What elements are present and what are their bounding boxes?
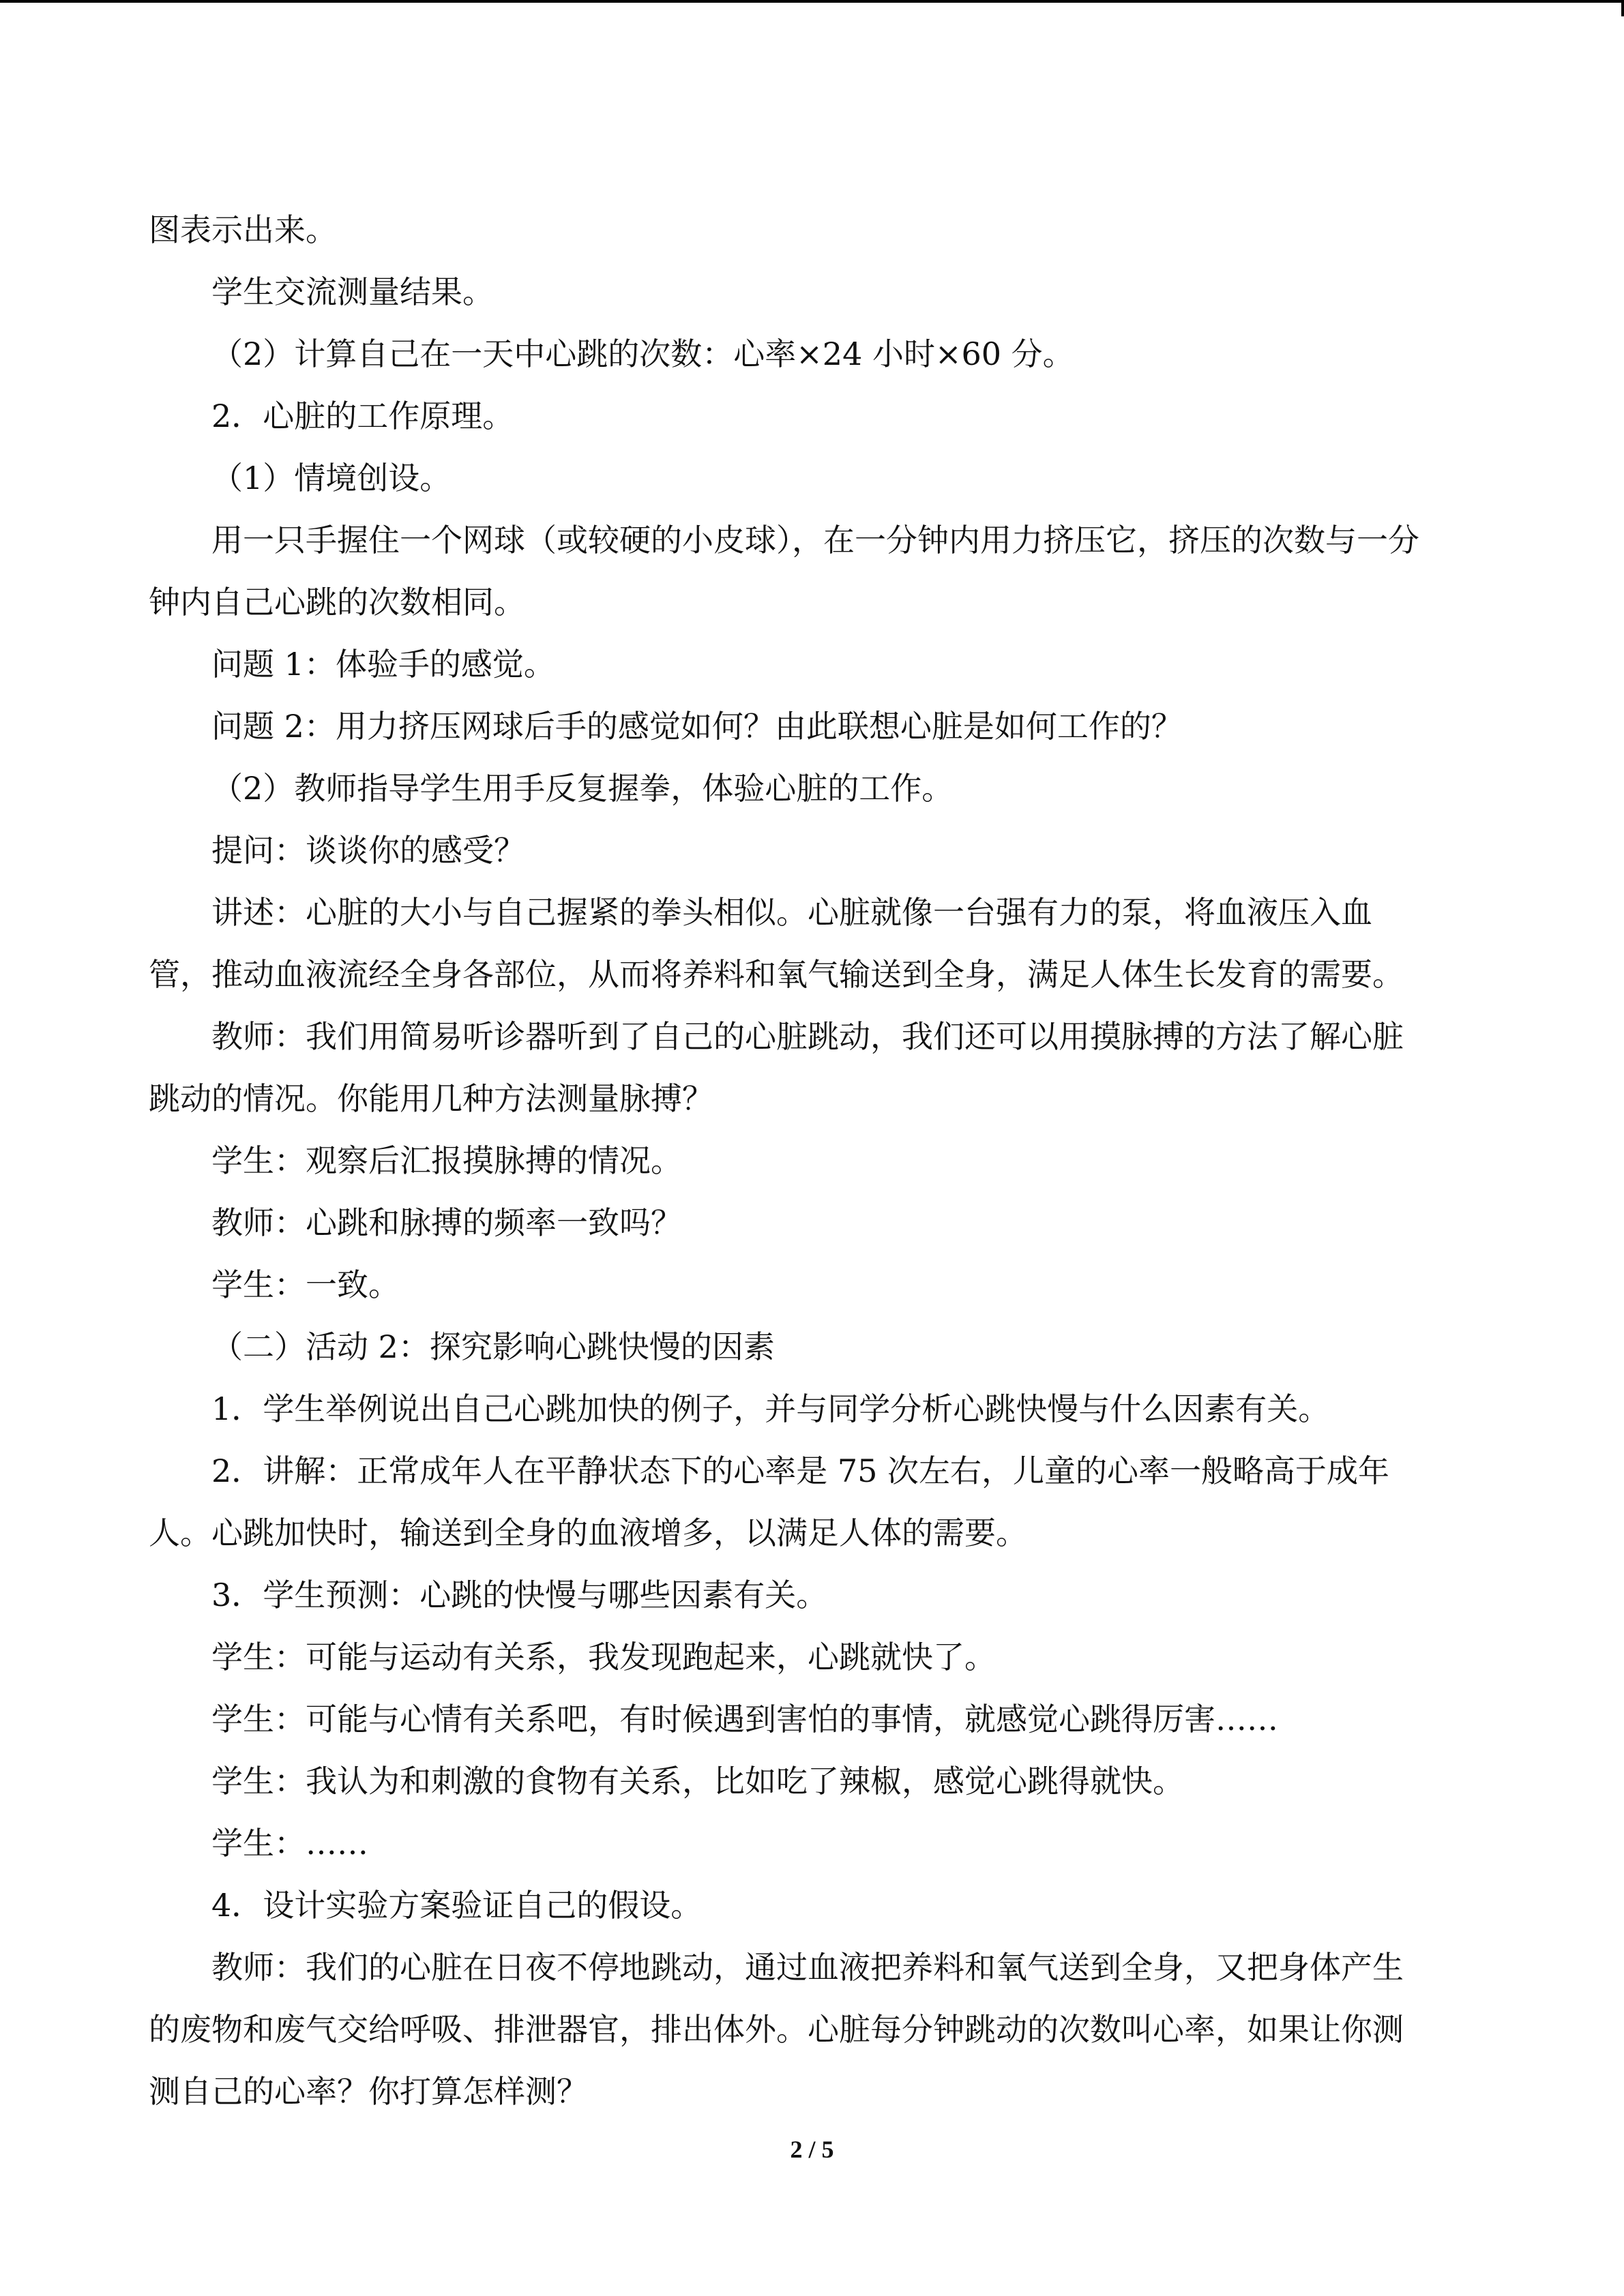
text-line: 教师：心跳和脉搏的频率一致吗？ [211, 1204, 682, 1241]
text-line: 管，推动血液流经全身各部位，从而将养料和氧气输送到全身，满足人体生长发育的需要。 [149, 956, 1404, 993]
text-line: 学生：可能与运动有关系，我发现跑起来，心跳就快了。 [211, 1639, 996, 1675]
text-line: 学生：一致。 [211, 1266, 400, 1303]
text-line: 跳动的情况。你能用几种方法测量脉搏？ [149, 1080, 713, 1117]
text-line: 人。心跳加快时，输送到全身的血液增多，以满足人体的需要。 [149, 1515, 1027, 1551]
text-line: 2．讲解：正常成年人在平静状态下的心率是 75 次左右，儿童的心率一般略高于成年 [211, 1452, 1390, 1489]
text-line: 讲述：心脏的大小与自己握紧的拳头相似。心脏就像一台强有力的泵，将血液压入血 [211, 894, 1372, 931]
text-line: 问题 1：体验手的感觉。 [211, 646, 555, 683]
text-line: 4．设计实验方案验证自己的假设。 [211, 1887, 703, 1924]
text-line: 1．学生举例说出自己心跳加快的例子，并与同学分析心跳快慢与什么因素有关。 [211, 1390, 1330, 1427]
text-line: 学生交流测量结果。 [211, 273, 494, 310]
text-line: 3．学生预测：心跳的快慢与哪些因素有关。 [211, 1577, 828, 1613]
text-line: 2．心脏的工作原理。 [211, 398, 514, 434]
text-line: 图表示出来。 [149, 211, 337, 248]
text-line: 提问：谈谈你的感受？ [211, 832, 525, 869]
text-line: 学生：观察后汇报摸脉搏的情况。 [211, 1142, 682, 1179]
text-line: （2）教师指导学生用手反复握拳，体验心脏的工作。 [211, 770, 954, 807]
text-line: 教师：我们用简易听诊器听到了自己的心脏跳动，我们还可以用摸脉搏的方法了解心脏 [211, 1018, 1404, 1055]
text-line: 学生：可能与心情有关系吧，有时候遇到害怕的事情，就感觉心跳得厉害…… [211, 1701, 1278, 1738]
top-border-line [0, 0, 1624, 3]
text-line: 问题 2：用力挤压网球后手的感觉如何？由此联想心脏是如何工作的？ [211, 708, 1183, 745]
text-line: 钟内自己心跳的次数相同。 [149, 584, 525, 621]
text-line: 教师：我们的心脏在日夜不停地跳动，通过血液把养料和氧气送到全身，又把身体产生 [211, 1949, 1404, 1986]
text-line: 测自己的心率？你打算怎样测？ [149, 2073, 588, 2110]
page-number: 2 / 5 [790, 2136, 834, 2163]
text-line: 学生：我认为和刺激的食物有关系，比如吃了辣椒，感觉心跳得就快。 [211, 1763, 1184, 1800]
text-line: （二）活动 2：探究影响心跳快慢的因素 [211, 1328, 775, 1365]
text-line: 用一只手握住一个网球（或较硬的小皮球），在一分钟内用力挤压它，挤压的次数与一分 [211, 522, 1419, 558]
text-line: 的废物和废气交给呼吸、排泄器官，排出体外。心脏每分钟跳动的次数叫心率，如果让你测 [149, 2011, 1404, 2048]
text-line: （1）情境创设。 [211, 460, 452, 496]
top-right-border-mark [1621, 0, 1624, 16]
text-line: （2）计算自己在一天中心跳的次数：心率×24 小时×60 分。 [211, 336, 1074, 372]
text-line: 学生：…… [211, 1825, 368, 1862]
